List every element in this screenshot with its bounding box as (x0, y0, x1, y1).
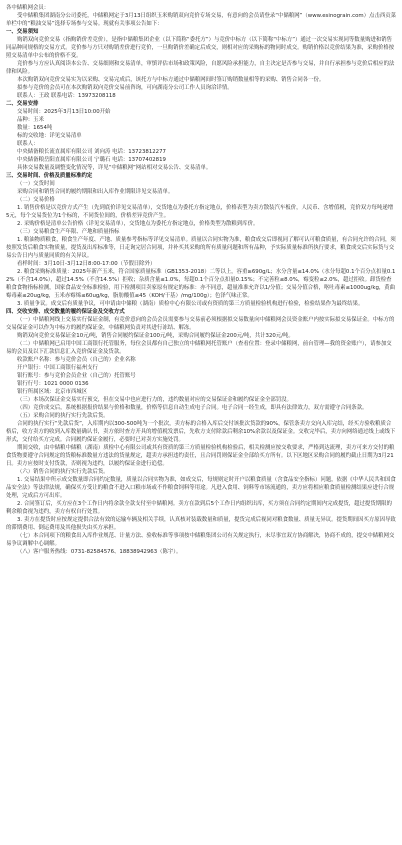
paragraph: （一）中储粮网线上交易实行保证金制，有竞价意向的会员会员需要参与交易前必须根据拟交易数量向中储粮网会员资金账户内按实际拟交易保证金。中标方的交易保证金可以作为中标方的履约保证金，中储粮网负责对其进行冻结、解冻。 (6, 317, 395, 331)
paragraph: 3. 质量争议。成交后有质量争议，可申请由中储粮（湖南）质检中心有限公司或有资质的第三方质量检验机构进行检验，检验结果作为最终结果。 (17, 301, 364, 307)
paragraph: 数量：1654吨 (17, 125, 53, 131)
paragraph: 品种：玉米 (17, 117, 44, 123)
paragraph: 交易时间：2025年3月13日10:00开始 (17, 109, 111, 115)
paragraph: 看样时间：3月10日-3月12日8:00-17:00（节假日除外） (17, 261, 156, 267)
paragraph: 2. 粮食采购标准质量：2025年新产玉米，符合国家质量标准（GB1353-2018）二等以上，容重≥690g/L；水分含量≤14.0%（水分每超0.1个百分点扣量0.12%（不含14.0%），超过14.5%（不含14.5%）拒收；杂质含量≤1.0%，每超0.1个百分点扣量0.15%；不完善粒≤8.0%，霉变粒≤2.0%，超过拒收。卸货检查粮食食物指标检测，国家食品安全标准检验，用下检测项目卖家原有规定的标准：亦不同意，超量准准允许以1/分值；交易分值合格，呕吐毒素≤1000ug/kg，黄曲霉毒素≤20ug/kg，玉米赤霉烯≤60ug/kg，脂肪酸值≤45（KOH/干基）/mg/100g）；色泽气味正常。 (6, 269, 396, 299)
paragraph: 购销双向竞价交易保证金10元/吨，销售合同履约保证金100元/吨，采购合同履约保证金200元/吨，共计320元/吨。 (17, 333, 294, 339)
paragraph: （八）客户服务热线：0731-82584576、18838942963（陈宇）。 (17, 549, 182, 555)
paragraph: （一）交货时间 (17, 181, 55, 187)
paragraph: 购销双向竞价交易（指购销价差竞价），是指中储粮集团企业（以下简称“委托方”）与竞价中标方（以下简称“中标方”）通过一次交易实现同等数量购进和销售同品种同规格的交易方式。竞价参与方只对购销差价进行竞价，一旦购销价差确定后成交，则相对应的采购标的物同时成交。购销价格以竞价结果为准，采购价格按照交易清单中公布的价格不变。 (6, 37, 395, 59)
paragraph: 1. 交易结果中所示成交数量即合同约定数量，质量以合同实物为准，如成交后，每规则定时开户以粮食质量（含食品安全指标）问题，依据《中华人民共和国食品安全法》等法律法规，确保买方受让的粮食不进入口粮市场或不作粮食饲料等用途。凡进入食用、饲料等市场流通的，卖方应将相应粮食质量检测结果应进行合规处理，完成后方可出库。 (6, 477, 396, 499)
paragraph: 联系人：王政 联系电话：13973208118 (17, 93, 116, 99)
section-heading: 二、交易安排 (6, 101, 39, 107)
paragraph: 中央储备粮岳阳直属库有限公司 宁璐石 电话：13707402819 (17, 157, 166, 163)
paragraph: 开户银行：中国工商银行福州支行 (17, 365, 98, 371)
paragraph: 联系人： (17, 141, 39, 147)
paragraph: （二）中储粮网已启用中国工商银行托管服务，每位会员都有自己独立的中储粮网托管账户（查看位置：登录中储粮网，前台管理—我的资金账户），请参加交易的会员及以下汇款信息汇入竞价保证金及货款。 (6, 341, 392, 355)
section-heading: 一、交易须知 (6, 29, 39, 35)
section-heading: 三、交易时间、价格及质量标准约定 (6, 173, 93, 179)
paragraph: 银行行号：1021 0000 0136 (17, 381, 89, 387)
paragraph: 受中储粮集团湖南分公司委托，中储粮网定于3月13日组织玉米购销双向竞价专场交易，有意向的会员请登录“中储粮网”（www.esinograin.com）点击西贡菜单栏中的“粮油交易”选择专场参与交易。现就有关事项公告如下： (6, 13, 397, 27)
paragraph: 收款账户名称：参与竞价会员（自己的）企业名称 (17, 357, 136, 363)
paragraph: 银行账号：参与竞价会员企业（自己的）托管账号 (17, 373, 136, 379)
paragraph: 竞价参与方应认真阅读本公告、交易细则和交易清单，审慎评估市场和政策风险，自愿风险承担能力，自主决定是否参与交易，并自行承担参与竞价后相应的法律和风险。 (6, 61, 395, 75)
paragraph: （三）交易粮食生产年限、产地和质量指标 (17, 229, 120, 235)
section-heading: 四、交收安排、成交数量的履约保证金及交收方式 (6, 309, 125, 315)
paragraph: 采购合同和销售合同的履约期限和出入库作业期限详见交易清单。 (17, 189, 174, 195)
paragraph: （七）本合同项下的粮食出入库作业规范、计量方法、验收标准等事项按中储粮集团公司有关规定执行，未尽事宜双方协商解决，协商不成的，提交中储粮网交易争议调解中心调解。 (6, 533, 395, 547)
paragraph: （二）交易价格 (17, 197, 55, 203)
paragraph: 具体交易数量及调整变化情况等，详见“中储粮网”网站相对交易公告、交易清单。 (17, 165, 212, 171)
paragraph: 本次购销双向竞价交易实为以采购、交易完成后，该托方与中标方通过中储粮网间时签订购销数量相等的采购、销售合同各一份。 (17, 77, 325, 83)
paragraph: （四）竞价成交后，系统根据报价结果与价格和数量，价格等信息自动生成电子合同。电子合同一经生成，即具有法律效力，双方需遵守合同条款。 (17, 405, 368, 411)
paragraph: 合同的执行实行“先款后货”，入库期内以300-500吨为一个批次，卖方标的合格入库后交付该批次货款的90%，保管条卖方交向入库完结，经买方验收粮质合格后，收方卖方的收到入库数量确认书，卖方依时查方开具的增值税发票后，先收方支付除款后剩余10%余款以及保证金。交收完毕后，卖方向网络通过线上或线下形式，交付给买方完成。合同履约保证金履行，必要时已对卖方实施处罚。 (6, 421, 396, 443)
paragraph: 1. 粮油物质粮食，粮食生产年度、产地、质量参考指标等详见交易清单。质量以合同实物为准，粮食成交后即视同了解可认可粮食质量，有合同允许的合同，须按照发货后粮食实物质量，提货及出库标准等，日走询完居合同项，并补买其采购的所有质量问题和所有品种，予实际质量标准所执行要求，粮食成交后实际货与交易公告日内与质量同质的有关异议。 (6, 237, 396, 259)
paragraph: 期间交收，由中储粮中储粮（湖南）质检中心有限公司或其有资质的第三方质量检验机构检验后，相关检测应按交收要求，严格到达流理，卖方可来方交付的粮食货物要遵守合同规定的货粮标准数量方违法的货量规定，超卖方承担违约责任，且合同罚则保证金全部给买方所有。以下区地区采购合同的履约截止日期为3月21日。卖方应按时支付货款，否则视为违约，以履约保证金进行追偿。 (6, 445, 395, 467)
paragraph: 3. 卖方在提货时应按规定提供合法有效的运输车辆及相关手续，认真核对装载数量和质量，提货完成后视同对粮食数量、质量无异议。提货期间因买方原因导致的滞期费用、倒运费用及其他损失由买方承担。 (6, 517, 396, 531)
paragraph: 2. 采购价格是清单公告价格（详见交易清单），交货地点为委托方指定地点，价格类型为散粮到库价。 (17, 221, 259, 227)
paragraph: 1. 销售价格是以竞价方式产生（先到底价详见交易清单），交货地点为委托方指定地点，价格表型为卖方散装汽车板价，人民币、含增值税，竞价双方每吨递增5元，每个交易货位为1个标的，不同货位间的，价格差异竞价产生。 (6, 205, 394, 219)
paragraph: 2. 合同签订后，买方应在3个工作日内将余款全款支付至中储粮网。卖方在款到后5个工作日内组织出库，买方须在合同约定期间内完成提货，超过提货期限的剩余粮食视为违约，卖方有权自行处置。 (6, 501, 392, 515)
paragraph: 中央储备粮长流直属库有限公司 刘向涛 电话：13723812277 (17, 149, 166, 155)
paragraph: （五）采购合同的执行实行先款后货。 (17, 413, 109, 419)
paragraph: 银行所属区域：北京市西城区 (17, 389, 88, 395)
paragraph: （六）销售合同的执行实行先款后货。 (17, 469, 109, 475)
paragraph: （三）本场次保证金交易实行预交，但在交易中也应进行力的，违约数量对应的交易保证金和履约保证金全部罚没。 (17, 397, 292, 403)
paragraph: 拟参与竞价的会员可在本次购销双向竞价交易前咨询，可向湖南分公司工作人员询洽详情。 (17, 85, 233, 91)
paragraph: 标的交收地：详见交易清单 (17, 133, 82, 139)
paragraph: 各中储粮网会员： (6, 5, 50, 11)
